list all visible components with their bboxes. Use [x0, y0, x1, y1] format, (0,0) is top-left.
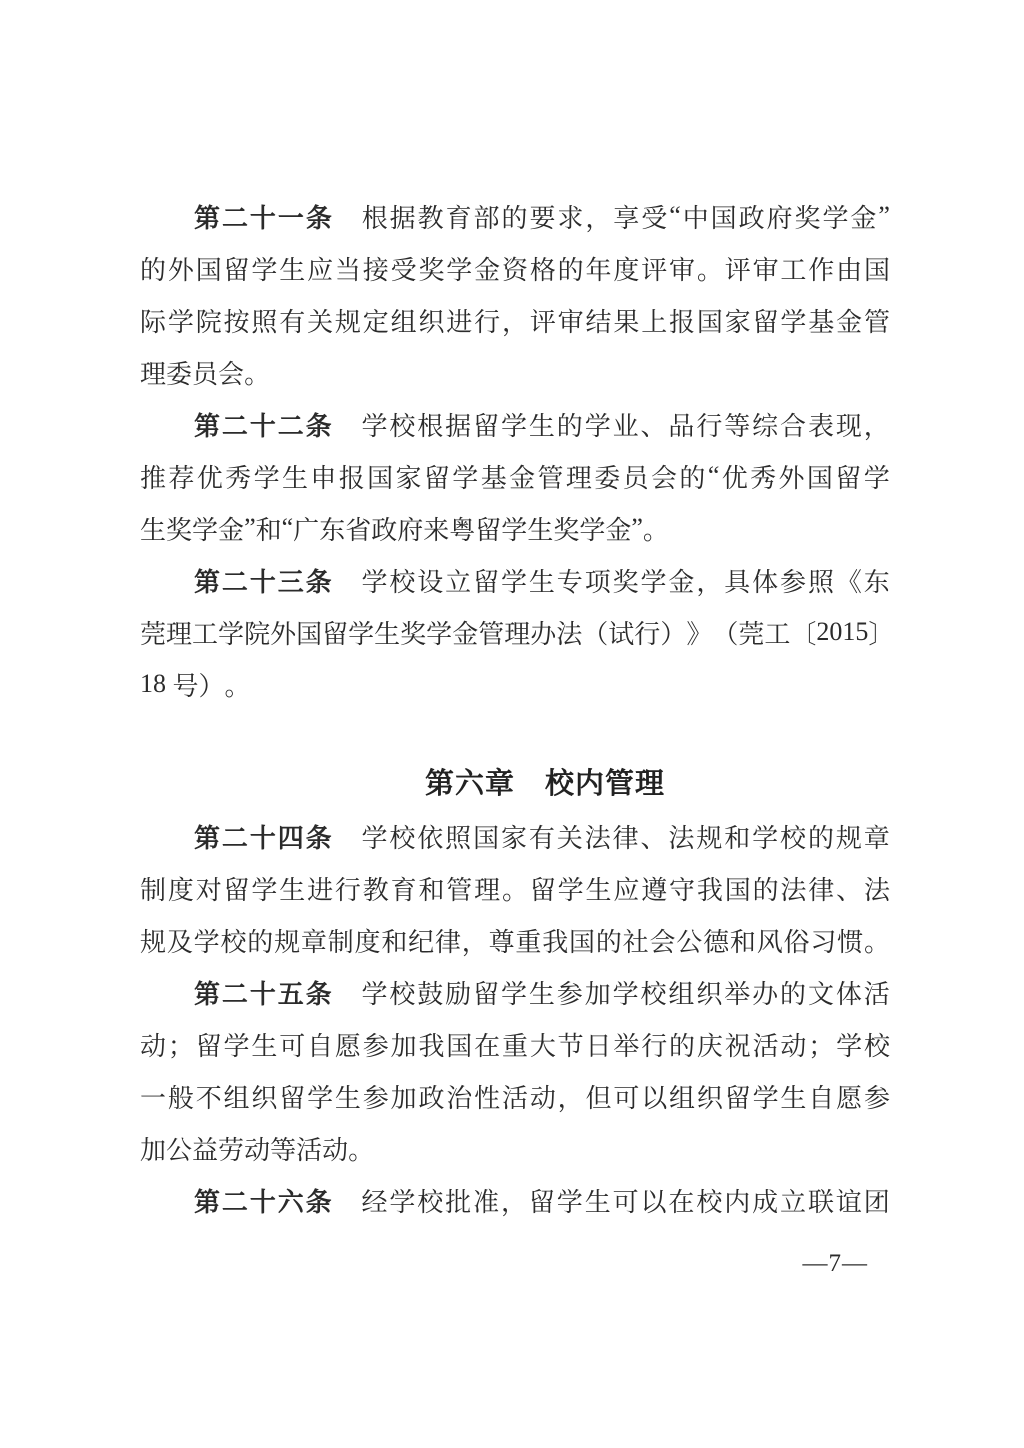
- text-line: 一 般 不 组 织 留 学 生 参 加 政 治 性 活 动 ， 但 可 以 组 织 留 学 生 自 愿 参: [140, 1083, 890, 1113]
- text-line: 推 荐 优 秀 学 生 申 报 国 家 留 学 基 金 管 理 委 员 会 的 “ 优 秀 外 国 留 学: [140, 461, 890, 493]
- article-26: [140, 1174, 890, 1226]
- article-21: [140, 190, 890, 398]
- text-line: 生 奖 学 金 ” 和 “ 广 东 省 政 府 来 粤 留 学 生 奖 学 金 ” 。: [140, 513, 669, 545]
- text-line: 的 外 国 留 学 生 应 当 接 受 奖 学 金 资 格 的 年 度 评 审 。 评 审 工 作 由 国: [140, 255, 890, 285]
- text-line: 第 二 十 二 条 学 校 根 据 留 学 生 的 学 业 、 品 行 等 综 合 表 现 ，: [194, 411, 890, 441]
- text-line: 莞 理 工 学 院 外 国 留 学 生 奖 学 金 管 理 办 法 （ 试 行 ） 》 （ 莞 工 〔 2 0 1 5 〕: [140, 617, 895, 649]
- text-line: 规 及 学 校 的 规 章 制 度 和 纪 律 ， 尊 重 我 国 的 社 会 公 德 和 风 俗 习 惯 。: [140, 927, 890, 957]
- text-line: 1 8 号 ） 。: [140, 669, 251, 701]
- text-line: 制 度 对 留 学 生 进 行 教 育 和 管 理 。 留 学 生 应 遵 守 我 国 的 法 律 、 法: [140, 875, 890, 905]
- text-line: 第 二 十 五 条 学 校 鼓 励 留 学 生 参 加 学 校 组 织 举 办 的 文 体 活: [194, 979, 890, 1009]
- text-line: 理 委 员 会 。: [140, 359, 271, 389]
- chapter-6-heading: 第六章 校内管理: [424, 768, 665, 800]
- document-body: [140, 190, 895, 1226]
- text-line: 第 二 十 六 条 经 学 校 批 准 ， 留 学 生 可 以 在 校 内 成 立 联 谊 团: [194, 1187, 890, 1217]
- text-line: 第 二 十 三 条 学 校 设 立 留 学 生 专 项 奖 学 金 ， 具 体 参 照 《 东: [194, 567, 890, 597]
- text-line: 际 学 院 按 照 有 关 规 定 组 织 进 行 ， 评 审 结 果 上 报 国 家 留 学 基 金 管: [140, 307, 890, 337]
- page-number: —7—: [802, 1250, 868, 1277]
- article-24: [140, 810, 890, 966]
- text-line: 第 二 十 一 条 根 据 教 育 部 的 要 求 ， 享 受 “ 中 国 政 府 奖 学 金 ”: [194, 201, 890, 233]
- text-line: 加 公 益 劳 动 等 活 动 。: [140, 1135, 375, 1165]
- article-23: [140, 554, 895, 710]
- text-line: 动 ； 留 学 生 可 自 愿 参 加 我 国 在 重 大 节 日 举 行 的 庆 祝 活 动 ； 学 校: [140, 1031, 890, 1061]
- text-line: 第 二 十 四 条 学 校 依 照 国 家 有 关 法 律 、 法 规 和 学 校 的 规 章: [194, 823, 890, 853]
- article-22: [140, 398, 890, 554]
- article-25: [140, 966, 890, 1174]
